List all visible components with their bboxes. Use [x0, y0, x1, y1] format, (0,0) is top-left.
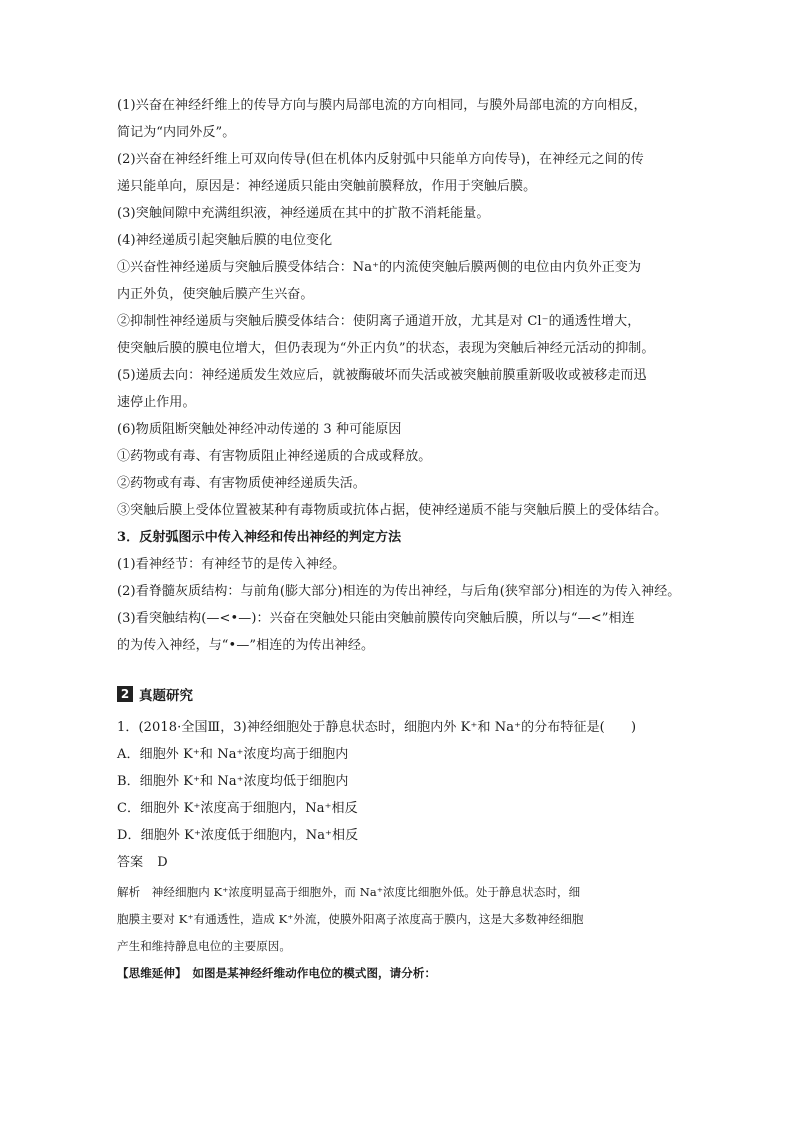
text-line: (3)看突触结构(—<•—)：兴奋在突触处只能由突触前膜传向突触后膜，所以与“—<”相连	[117, 611, 635, 626]
text-line: (3)突触间隙中充满组织液，神经递质在其中的扩散不消耗能量。	[117, 206, 490, 221]
answer-label: 答案	[117, 855, 144, 870]
answer-value: D	[157, 855, 168, 870]
text-line: (4)神经递质引起突触后膜的电位变化	[117, 233, 333, 248]
text-line: 递只能单向，原因是：神经递质只能由突触前膜释放，作用于突触后膜。	[117, 179, 537, 194]
section-number-badge: 2	[117, 686, 133, 702]
text-line: (2)看脊髓灰质结构：与前角(膨大部分)相连的为传出神经，与后角(狭窄部分)相连的为传入神经。	[117, 584, 681, 599]
text-line: (1)兴奋在神经纤维上的传导方向与膜内局部电流的方向相同，与膜外局部电流的方向相反，	[117, 98, 647, 113]
analysis-line: 胞膜主要对 K⁺有通透性，造成 K⁺外流，使膜外阳离子浓度高于膜内，这是大多数神经细胞	[117, 912, 584, 926]
text-line: 内正外负，使突触后膜产生兴奋。	[117, 287, 314, 302]
text-line: ①药物或有毒、有害物质阻止神经递质的合成或释放。	[117, 449, 432, 464]
section-heading	[117, 684, 193, 704]
text-line: ②抑制性神经递质与突触后膜受体结合：使阴离子通道开放，尤其是对 Cl⁻的通透性增大，	[117, 314, 641, 329]
text-line: 速停止作用。	[117, 395, 196, 410]
subsection-heading: 3．反射弧图示中传入神经和传出神经的判定方法	[117, 530, 402, 545]
answer-line	[117, 853, 168, 873]
analysis-line: 解析 神经细胞内 K⁺浓度明显高于细胞外，而 Na⁺浓度比细胞外低。处于静息状态时，细	[117, 885, 581, 899]
section-title: 真题研究	[139, 688, 193, 704]
text-line: ③突触后膜上受体位置被某种有毒物质或抗体占据，使神经递质不能与突触后膜上的受体结合。	[117, 503, 668, 518]
option-d: D．细胞外 K⁺浓度低于细胞内，Na⁺相反	[117, 828, 359, 843]
text-line: 简记为“内同外反”。	[117, 125, 236, 140]
question-stem: 1．(2018·全国Ⅲ，3)神经细胞处于静息状态时，细胞内外 K⁺和 Na⁺的分布特征是( )	[117, 720, 637, 735]
text-line: 使突触后膜的膜电位增大，但仍表现为“外正内负”的状态，表现为突触后神经元活动的抑制。	[117, 341, 655, 356]
analysis-line: 产生和维持静息电位的主要原因。	[117, 939, 291, 953]
option-b: B．细胞外 K⁺和 Na⁺浓度均低于细胞内	[117, 774, 349, 789]
thinking-extension: 【思维延伸】 如图是某神经纤维动作电位的模式图，请分析：	[117, 966, 437, 980]
text-line: 的为传入神经，与“•—”相连的为传出神经。	[117, 638, 375, 653]
text-line: ①兴奋性神经递质与突触后膜受体结合：Na⁺的内流使突触后膜两侧的电位由内负外正变为	[117, 260, 642, 275]
text-line: (2)兴奋在神经纤维上可双向传导(但在机体内反射弧中只能单方向传导)，在神经元之间的传	[117, 152, 644, 167]
option-a: A．细胞外 K⁺和 Na⁺浓度均高于细胞内	[117, 747, 349, 762]
text-line: (1)看神经节：有神经节的是传入神经。	[117, 557, 346, 572]
text-line: (6)物质阻断突触处神经冲动传递的 3 种可能原因	[117, 422, 402, 437]
option-c: C．细胞外 K⁺浓度高于细胞内，Na⁺相反	[117, 801, 358, 816]
text-line: (5)递质去向：神经递质发生效应后，就被酶破坏而失活或被突触前膜重新吸收或被移走而迅	[117, 368, 647, 383]
text-line: ②药物或有毒、有害物质使神经递质失活。	[117, 476, 366, 491]
